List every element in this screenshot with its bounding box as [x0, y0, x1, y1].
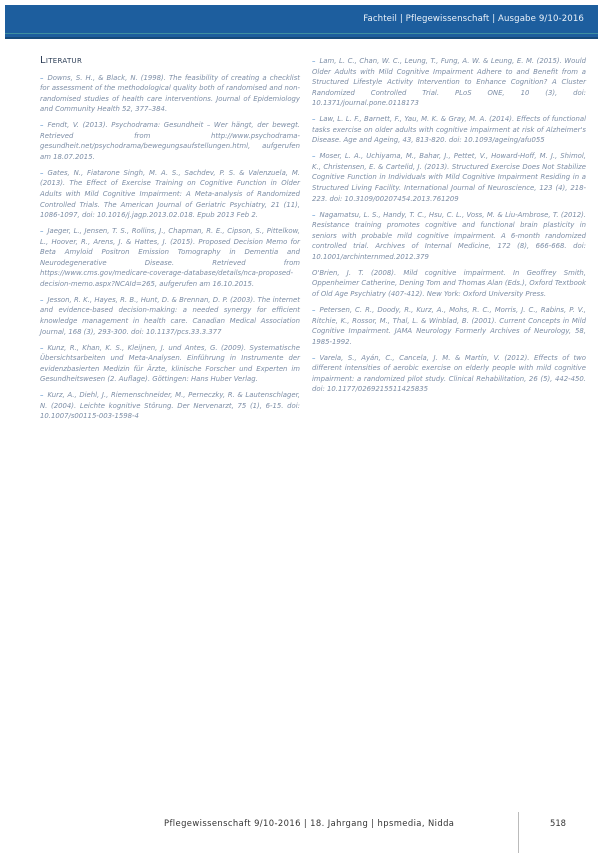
reference-item — [40, 226, 300, 289]
bullet-dash-icon: – — [312, 152, 316, 161]
references-left-column — [40, 56, 300, 427]
bullet-dash-icon: – — [40, 73, 44, 82]
header-title: Fachteil | Pflegewissenschaft | Ausgabe 9/10-2016 — [363, 14, 584, 24]
reference-text: Lam, L. C., Chan, W. C., Leung, T., Fung, A. W. & Leung, E. M. (2015). Would Older Adults with Mild Cognitive Impairment Adhere to and Benefit from a Structured Lifestyle Activity Intervention to Enhance Cognition? A Cluster Randomized Controlled Trial. PLoS ONE, 10 (3), doi: 10.1371/journal.pone.0118173 — [312, 57, 586, 108]
reference-text: Jesson, R. K., Hayes, R. B., Hunt, D. & Brennan, D. P. (2003). The internet and evidence-based decision-making: a needed synergy for efficient knowledge management in health care. Canadian Medical Association Journal, 168 (3), 293-300. doi: 10.1137/pcs.33.3.377 — [40, 295, 300, 336]
footer-divider — [518, 812, 519, 853]
reference-item — [312, 210, 586, 263]
reference-item — [312, 353, 586, 395]
reference-text: Gates, N., Fiatarone Singh, M. A. S., Sachdev, P. S. & Valenzuela, M. (2013). The Effect of Exercise Training on Cognitive Function in Older Adults with Mild Cognitive Impairment: A Meta-analysis of Randomized Controlled Trials. The American Journal of Geriatric Psychiatry, 21 (11), 1086-1097, doi: 10.1016/j.jagp.2013.02.018. Epub 2013 Feb 2. — [40, 168, 300, 220]
reference-text: O'Brien, J. T. (2008). Mild cognitive impairment. In Geoffrey Smith, Oppenheimer Catherine, Dening Tom and Thomas Alan (Eds.), Oxford Textbook of Old Age Psychiatry (407-412). New York: Oxford University Press. — [312, 268, 586, 298]
reference-item — [40, 295, 300, 337]
bullet-dash-icon: – — [40, 168, 44, 177]
reference-item — [40, 343, 300, 385]
reference-text: Downs, S. H., & Black, N. (1998). The feasibility of creating a checklist for assessment of the methodological quality both of randomised and non-randomised studies of health care interventions. Journal of Epidemiology and Community Health 52, 377–384. — [40, 73, 300, 114]
references-right-column — [312, 56, 586, 400]
reference-text: Jaeger, L., Jensen, T. S., Rollins, J., Chapman, R. E., Cipson, S., Pittelkow, L., Hoover, R., Arens, J. & Hattes, J. (2015). Proposed Decision Memo for Beta Amyloid Positron Emission Tomography in Dementia and Neurodegenerative Disease. Retrieved from https://www.cms.gov/medicare-coverage-database/details/nca-proposed-decision-memo.aspx?NCAId=265, aufgerufen am 16.10.2015. — [40, 227, 300, 288]
bullet-dash-icon: – — [40, 391, 44, 400]
reference-text: Fendt, V. (2013). Psychodrama: Gesundheit – Wer hängt, der bewegt. Retrieved from http://www.psychodrama-gesundheit.net/psychodrama/bewegungsaufstellungen.html, aufgerufen am 18.07.2015. — [40, 121, 300, 161]
reference-item — [40, 73, 300, 115]
reference-text: Petersen, C. R., Doody, R., Kurz, A., Mohs, R. C., Morris, J. C., Rabins, P. V., Ritchie, K., Rossor, M., Thal, L. & Winblad, B. (2001). Current Concepts in Mild Cognitive Impairment. JAMA Neurology Formerly Archives of Neurology, 58, 1985-1992. — [312, 305, 586, 346]
reference-text: Nagamatsu, L. S., Handy, T. C., Hsu, C. L., Voss, M. & Liu-Ambrose, T. (2012). Resistance training promotes cognitive and functional brain plasticity in seniors with probable mild cognitive impairment. A 6-month randomized controlled trial. Archives of Internal Medicine, 172 (8), 666-668. doi: 10.1001/archinternmed.2012.379 — [312, 210, 586, 261]
reference-text: Kunz, R., Khan, K. S., Kleijnen, J. und Antes, G. (2009). Systematische Übersichtsarbeiten und Meta-Analysen. Einführung in Instrumente der evidenzbasierten Medizin für Ärzte, klinische Forscher und Experten im Gesundheitswesen (2. Auflage). Göttingen: Hans Huber Verlag. — [40, 343, 300, 384]
bullet-dash-icon: – — [40, 295, 44, 304]
reference-text: Varela, S., Ayán, C., Cancela, J. M. & Martín, V. (2012). Effects of two different intensities of aerobic exercise on elderly people with mild cognitive impairment: a randomized pilot study. Clinical Rehabilitation, 26 (5), 442-450. doi: 10.1177/0269215511425835 — [312, 353, 586, 394]
bullet-dash-icon: – — [40, 121, 44, 130]
reference-item — [312, 114, 586, 146]
reference-item — [312, 305, 586, 347]
reference-text: Law, L. L. F., Barnett, F., Yau, M. K. & Gray, M. A. (2014). Effects of functional tasks exercise on older adults with cognitive impairment at risk of Alzheimer's Disease. Age and Ageing, 43, 813-820. doi: 10.1093/ageing/afu055 — [312, 115, 586, 145]
bullet-dash-icon: – — [312, 353, 316, 362]
page-number: 518 — [550, 818, 566, 828]
reference-item — [40, 168, 300, 221]
reference-item — [312, 56, 586, 109]
section-heading: Literatur — [40, 55, 83, 66]
reference-item — [40, 120, 300, 162]
header-bar — [5, 5, 598, 39]
bullet-dash-icon: – — [312, 305, 316, 314]
reference-item — [40, 390, 300, 422]
bullet-dash-icon: – — [40, 343, 44, 352]
reference-text: Kurz, A., Diehl, J., Riemenschneider, M., Perneczky, R. & Lautenschlager, N. (2004). Leichte kognitive Störung. Der Nervenarzt, 75 (1), 6-15. doi: 10.1007/s00115-003-1598-4 — [40, 391, 300, 421]
reference-item — [312, 268, 586, 300]
reference-text: Moser, L. A., Uchiyama, M., Bahar, J., Pettet, V., Howard-Hoff, M. J., Shimol, K., Christensen, E. & Cartelid, J. (2013). Structured Exercise Does Not Stabilize Cognitive Function in Individuals with Mild Cognitive Impairment Residing in a Structured Living Facility. International Journal of Neuroscience, 123 (4), 218-223. doi: 10.3109/00207454.2013.761209 — [312, 152, 586, 203]
bullet-dash-icon: – — [312, 115, 316, 124]
reference-item — [312, 151, 586, 204]
bullet-dash-icon: – — [312, 57, 316, 65]
footer-text: Pflegewissenschaft 9/10-2016 | 18. Jahrgang | hpsmedia, Nidda — [164, 818, 455, 828]
bullet-dash-icon: – — [40, 227, 44, 236]
bullet-dash-icon: – — [312, 210, 316, 219]
header-rule — [5, 33, 598, 34]
